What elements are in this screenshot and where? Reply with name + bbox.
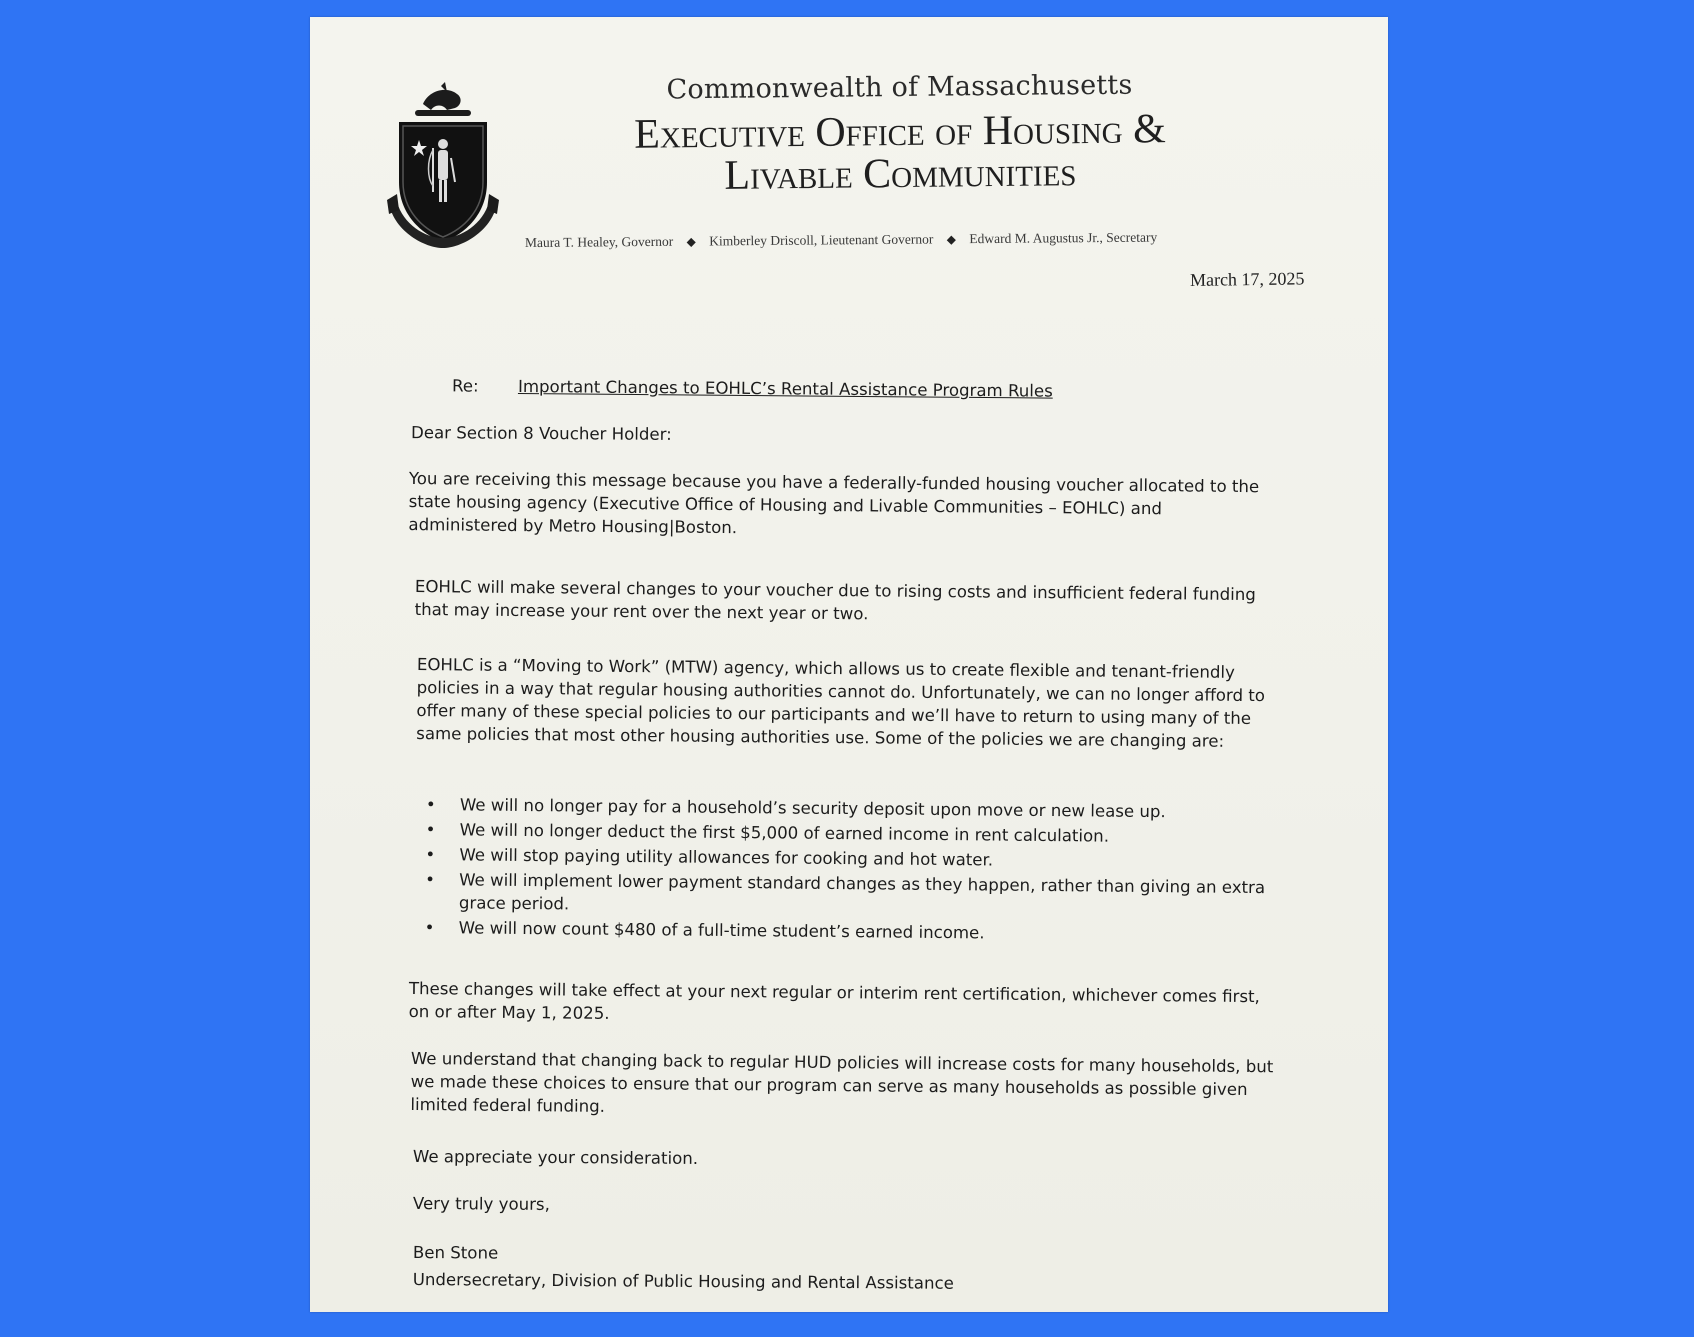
- officials-line: [525, 229, 1225, 251]
- effective-line: on or after May 1, 2025.: [408, 1001, 610, 1023]
- agency-name-line1: Executive Office of Housing &: [633, 106, 1166, 158]
- diamond-separator-icon: ◆: [686, 234, 696, 249]
- changes-paragraph: [415, 575, 1256, 629]
- policy-change-text: We will now count $480 of a full-time student’s earned income.: [458, 918, 985, 943]
- salutation: Dear Section 8 Voucher Holder:: [410, 423, 672, 444]
- bullet-icon: •: [425, 795, 436, 815]
- agency-name: [600, 108, 1201, 198]
- policy-change-text: We will no longer pay for a household’s security deposit upon move or new lease up.: [459, 795, 1166, 822]
- agency-name-line2: Livable Communities: [724, 149, 1077, 199]
- signer-name: Ben Stone: [412, 1243, 499, 1263]
- bullet-icon: •: [425, 845, 436, 865]
- mtw-line: same policies that most other housing authorities use. Some of the policies we are changing are:: [416, 723, 1225, 751]
- diamond-separator-icon: ◆: [946, 232, 957, 247]
- bullet-icon: •: [425, 870, 436, 890]
- policy-change-text: We will no longer deduct the first $5,000 of earned income in rent calculation.: [459, 820, 1110, 846]
- re-label: Re:: [451, 376, 479, 396]
- understand-paragraph: [410, 1047, 1273, 1124]
- bullet-icon: •: [425, 820, 436, 840]
- policy-changes-list: [419, 793, 1266, 949]
- mtw-line: policies in a way that regular housing authorities cannot do. Unfortunately, we can no longer afford to: [416, 677, 1266, 706]
- mtw-line: offer many of these special policies to our participants and we’ll have to return to using many of the: [416, 700, 1252, 729]
- changes-line: that may increase your rent over the next year or two.: [414, 599, 869, 624]
- intro-line: You are receiving this message because you have a federally-funded housing voucher allocated to the: [408, 468, 1260, 497]
- policy-change-text: We will implement lower payment standard changes as they happen, rather than giving an extra: [459, 870, 1266, 898]
- understand-line: we made these choices to ensure that our program can serve as many households as possible given: [410, 1071, 1248, 1100]
- letterhead: [599, 69, 1200, 198]
- letter-page: [310, 17, 1388, 1312]
- understand-line: We understand that changing back to regular HUD policies will increase costs for many households, but: [410, 1048, 1274, 1077]
- re-line: [452, 374, 1053, 402]
- official-lieutenant-governor: Kimberley Driscoll, Lieutenant Governor: [709, 231, 934, 249]
- effective-line: These changes will take effect at your next regular or interim rent certification, whichever comes first,: [408, 978, 1260, 1007]
- effective-paragraph: [409, 977, 1260, 1031]
- changes-line: EOHLC will make several changes to your voucher due to rising costs and insufficient federal funding: [414, 576, 1256, 605]
- intro-line: administered by Metro Housing|Boston.: [408, 514, 738, 538]
- signer-title: Undersecretary, Division of Public Housing and Rental Assistance: [412, 1269, 954, 1293]
- commonwealth-heading: Commonwealth of Massachusetts: [666, 69, 1133, 106]
- policy-change-text: grace period.: [458, 893, 570, 914]
- understand-line: limited federal funding.: [410, 1094, 606, 1116]
- mtw-line: EOHLC is a “Moving to Work” (MTW) agency, which allows us to create flexible and tenant-friendly: [416, 654, 1235, 682]
- intro-line: state housing agency (Executive Office of Housing and Livable Communities – EOHLC) and: [408, 491, 1163, 519]
- mtw-paragraph: [416, 653, 1265, 753]
- closing: Very truly yours,: [412, 1194, 550, 1214]
- bullet-icon: •: [424, 918, 435, 938]
- official-governor: Maura T. Healey, Governor: [524, 233, 674, 251]
- list-item: [419, 868, 1265, 922]
- massachusetts-seal-icon: [385, 82, 501, 249]
- policy-change-text: We will stop paying utility allowances for cooking and hot water.: [459, 845, 994, 870]
- official-secretary: Edward M. Augustus Jr., Secretary: [969, 229, 1158, 247]
- appreciate-line: We appreciate your consideration.: [412, 1147, 699, 1168]
- letter-date: March 17, 2025: [1189, 268, 1305, 290]
- signature-block: [413, 1241, 954, 1295]
- intro-paragraph: [408, 467, 1259, 544]
- re-subject: Important Changes to EOHLC’s Rental Assistance Program Rules: [517, 376, 1053, 401]
